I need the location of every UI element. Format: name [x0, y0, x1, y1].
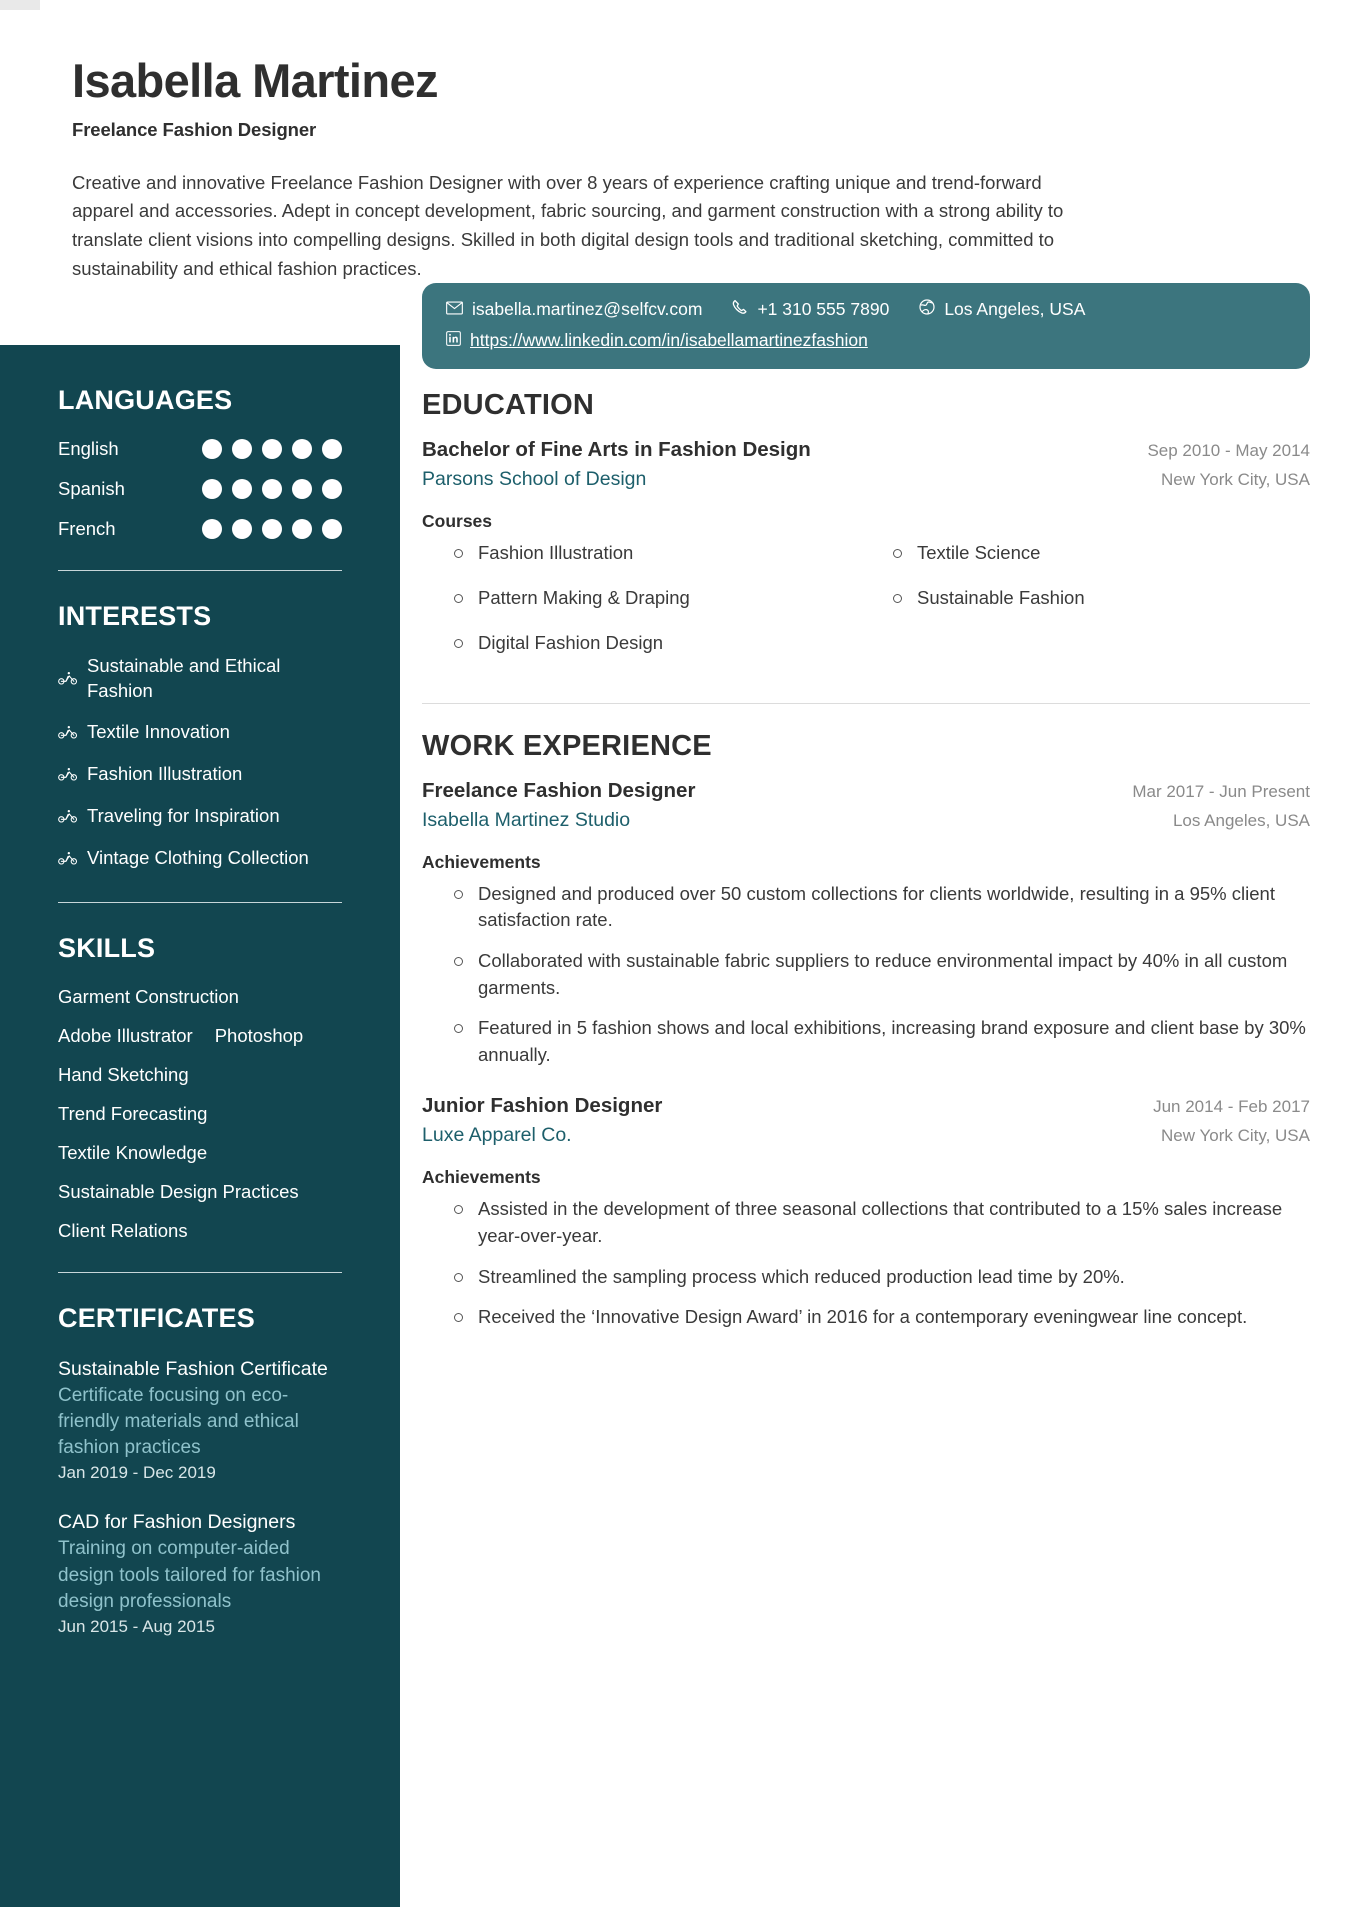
globe-icon [919, 299, 935, 320]
level-dot [262, 479, 282, 499]
skills-heading: SKILLS [58, 932, 156, 963]
skill-row [58, 1142, 342, 1164]
achievements-label: Achievements [422, 1167, 541, 1188]
achievement-item: Received the ‘Innovative Design Award’ in 2016 for a contemporary eveningwear line concept. [452, 1304, 1310, 1331]
resume-body [0, 299, 1350, 1907]
interest-item [58, 804, 342, 830]
certificate-date: Jan 2019 - Dec 2019 [58, 1463, 216, 1483]
interest-label: Fashion Illustration [87, 763, 243, 785]
job-location: New York City, USA [1161, 1126, 1310, 1146]
achievement-item: Collaborated with sustainable fabric suppliers to reduce environmental impact by 40% in all custom garments. [452, 948, 1310, 1001]
skill-item: Photoshop [214, 1024, 304, 1046]
work-entry-sub [422, 809, 1310, 832]
education-date: Sep 2010 - May 2014 [1147, 441, 1310, 460]
candidate-job-title: Freelance Fashion Designer [72, 118, 317, 140]
contact-linkedin-text: https://www.linkedin.com/in/isabellamartinezfashion [470, 330, 868, 350]
language-name: French [58, 518, 116, 539]
job-role: Freelance Fashion Designer [422, 778, 696, 802]
skill-item: Garment Construction [58, 985, 239, 1007]
languages-list [58, 438, 342, 540]
courses-label: Courses [422, 511, 493, 531]
company-name: Luxe Apparel Co. [422, 1124, 572, 1147]
certificate-description: Training on computer-aided design tools tailored for fashion design professionals [58, 1538, 321, 1612]
contact-line-secondary [446, 330, 1286, 351]
interest-label: Sustainable and Ethical Fashion [87, 655, 281, 701]
language-row [58, 438, 342, 460]
contact-location [919, 299, 1085, 320]
achievements-label: Achievements [422, 851, 541, 872]
linkedin-icon [446, 330, 461, 351]
skill-item: Client Relations [58, 1219, 188, 1241]
interest-item [58, 846, 342, 872]
course-item: Digital Fashion Design [452, 630, 871, 656]
language-row [58, 478, 342, 500]
skill-item: Trend Forecasting [58, 1102, 208, 1124]
sidebar-divider [58, 570, 342, 571]
contact-line-primary [446, 299, 1286, 320]
sidebar-section-skills [58, 933, 342, 1242]
course-item: Pattern Making & Draping [452, 585, 871, 611]
skill-item: Textile Knowledge [58, 1141, 208, 1163]
interest-item [58, 654, 342, 704]
certificate-item [58, 1356, 342, 1483]
level-dot [292, 519, 312, 539]
level-dot [232, 519, 252, 539]
education-entry-head [422, 438, 1310, 462]
degree-name: Bachelor of Fine Arts in Fashion Design [422, 438, 811, 461]
level-dot [202, 439, 222, 459]
skill-row [58, 1220, 342, 1242]
interest-label: Traveling for Inspiration [87, 805, 280, 827]
level-dot [262, 519, 282, 539]
professional-summary: Creative and innovative Freelance Fashion Designer with over 8 years of experience crafting unique and trend-forward apparel and accessories. Adept in concept development, fabric sourcing, and garment construction with a strong ability to translate client visions into compelling designs. Skilled in both digital design tools and traditional sketching, committed to sustainability and ethical fashion practices. [72, 171, 1064, 279]
contact-phone[interactable] [732, 299, 889, 320]
achievement-item: Featured in 5 fashion shows and local exhibitions, increasing brand exposure and client base by 30% annually. [452, 1015, 1310, 1068]
work-entry-sub [422, 1124, 1310, 1147]
level-dot [292, 479, 312, 499]
level-dot [292, 439, 312, 459]
skill-row [58, 1103, 342, 1125]
contact-phone-text: +1 310 555 7890 [757, 299, 890, 319]
skill-item: Hand Sketching [58, 1063, 189, 1085]
bicycle-icon [58, 667, 78, 692]
sidebar-section-languages [58, 385, 342, 540]
contact-email[interactable] [446, 299, 702, 320]
level-dot [202, 479, 222, 499]
page-corner-notch [0, 0, 40, 10]
work-entry [422, 1094, 1310, 1331]
language-level-dots [202, 519, 342, 539]
bicycle-icon [58, 721, 78, 746]
sidebar-section-certificates [58, 1303, 342, 1637]
school-name: Parsons School of Design [422, 468, 647, 490]
phone-icon [732, 299, 748, 320]
sidebar-divider [58, 902, 342, 903]
achievement-item: Streamlined the sampling process which reduced production lead time by 20%. [452, 1264, 1310, 1291]
section-work-experience [422, 730, 1310, 1331]
main-content [400, 389, 1350, 1331]
level-dot [202, 519, 222, 539]
level-dot [232, 439, 252, 459]
language-name: English [58, 438, 119, 459]
skill-row [58, 1064, 342, 1086]
main-column [400, 299, 1350, 1907]
certificate-item [58, 1509, 342, 1636]
bicycle-icon [58, 763, 78, 788]
contact-email-text: isabella.martinez@selfcv.com [472, 299, 703, 319]
language-row [58, 518, 342, 540]
level-dot [232, 479, 252, 499]
bicycle-icon [58, 805, 78, 830]
company-name: Isabella Martinez Studio [422, 808, 631, 831]
contact-linkedin[interactable] [446, 330, 868, 351]
work-entry-head [422, 779, 1310, 803]
sidebar-section-interests [58, 601, 342, 872]
interest-label: Vintage Clothing Collection [87, 847, 309, 869]
job-role: Junior Fashion Designer [422, 1094, 663, 1118]
skill-row [58, 986, 342, 1008]
language-level-dots [202, 439, 342, 459]
certificate-name: CAD for Fashion Designers [58, 1511, 296, 1534]
certificate-name: Sustainable Fashion Certificate [58, 1357, 328, 1380]
level-dot [322, 519, 342, 539]
course-item: Fashion Illustration [452, 540, 871, 566]
work-entry [422, 779, 1310, 1069]
section-divider [422, 703, 1310, 704]
resume-header [0, 0, 1350, 283]
courses-list [422, 540, 1310, 675]
education-title: EDUCATION [422, 389, 595, 421]
course-item: Textile Science [891, 540, 1310, 566]
section-education [422, 389, 1310, 675]
education-location: New York City, USA [1161, 470, 1310, 489]
contact-bar [422, 283, 1310, 369]
education-entry [422, 438, 1310, 675]
achievements-list [422, 881, 1310, 1069]
envelope-icon [446, 299, 463, 320]
interest-item [58, 720, 342, 746]
skill-row [58, 1181, 342, 1203]
language-level-dots [202, 479, 342, 499]
work-entry-head [422, 1094, 1310, 1118]
interests-heading: INTERESTS [58, 601, 212, 631]
job-location: Los Angeles, USA [1172, 810, 1310, 830]
interest-item [58, 762, 342, 788]
work-title: WORK EXPERIENCE [422, 729, 712, 762]
certificate-description: Certificate focusing on eco-friendly materials and ethical fashion practices [58, 1385, 299, 1459]
language-name: Spanish [58, 478, 125, 499]
sidebar [0, 345, 400, 1907]
level-dot [262, 439, 282, 459]
skill-item: Sustainable Design Practices [58, 1180, 299, 1202]
sidebar-divider [58, 1272, 342, 1273]
certificates-heading: CERTIFICATES [58, 1302, 255, 1333]
level-dot [322, 479, 342, 499]
languages-heading: LANGUAGES [58, 385, 233, 415]
achievement-item: Designed and produced over 50 custom collections for clients worldwide, resulting in a 95% client satisfaction rate. [452, 881, 1310, 934]
achievements-list [422, 1196, 1310, 1331]
certificate-date: Jun 2015 - Aug 2015 [58, 1616, 215, 1636]
job-date: Mar 2017 - Jun Present [1132, 781, 1310, 801]
job-date: Jun 2014 - Feb 2017 [1153, 1097, 1310, 1117]
education-entry-sub [422, 468, 1310, 491]
contact-location-text: Los Angeles, USA [944, 299, 1086, 319]
skill-row [58, 1025, 342, 1047]
bicycle-icon [58, 847, 78, 872]
level-dot [322, 439, 342, 459]
candidate-name: Isabella Martinez [72, 54, 438, 107]
course-item: Sustainable Fashion [891, 585, 1310, 611]
achievement-item: Assisted in the development of three seasonal collections that contributed to a 15% sales increase year-over-year. [452, 1196, 1310, 1249]
interest-label: Textile Innovation [87, 721, 230, 743]
skill-item: Adobe Illustrator [58, 1024, 193, 1046]
